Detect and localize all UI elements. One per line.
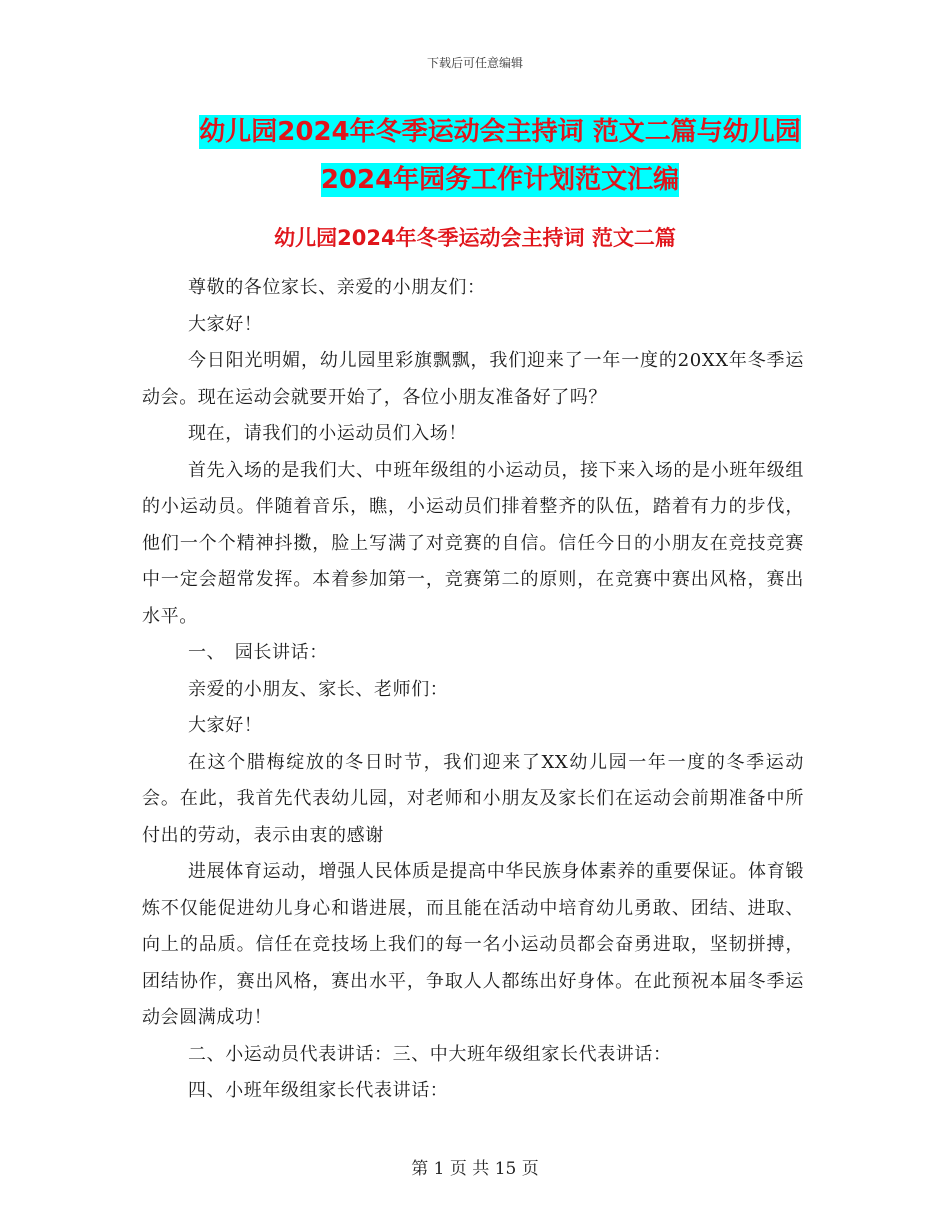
title-line-2: 2024年园务工作计划范文汇编 — [320, 165, 680, 195]
paragraph: 大家好！ — [188, 715, 263, 736]
header-note: 下载后可任意编辑 — [426, 56, 523, 70]
paragraph: 首先入场的是我们大、中班年级组的小运动员，接下来入场的是小班年级组的小运动员。伴随着音乐，瞧，小运动员们排着整齐的队伍，踏着有力的步伐，他们一个个精神抖擞，脸上写满了对竞赛的自信。信任今日的小朋友在竞技竞赛中一定会超常发挥。本着参加第一，竞赛第二的原则，在竞赛中赛出风格，赛出水平。 — [142, 459, 804, 627]
document-title — [190, 108, 810, 204]
paragraph: 现在，请我们的小运动员们入场！ — [188, 423, 467, 444]
paragraph: 亲爱的小朋友、家长、老师们： — [188, 678, 449, 700]
paragraph: 尊敬的各位家长、亲爱的小朋友们： — [188, 277, 486, 298]
paragraph: 大家好！ — [188, 313, 263, 335]
paragraph: 一、 园长讲话： — [188, 642, 328, 663]
section-title: 幼儿园2024年冬季运动会主持词 范文二篇 — [274, 226, 676, 250]
body-text — [142, 270, 804, 1110]
paragraph: 四、小班年级组家长代表讲话： — [188, 1080, 449, 1101]
title-line-1: 幼儿园2024年冬季运动会主持词 范文二篇与幼儿园 — [199, 117, 801, 147]
paragraph: 二、小运动员代表讲话：三、中大班年级组家长代表讲话： — [188, 1043, 672, 1065]
page-footer: 第 1 页 共 15 页 — [411, 1159, 539, 1179]
paragraph: 在这个腊梅绽放的冬日时节，我们迎来了XX幼儿园一年一度的冬季运动会。在此，我首先代表幼儿园，对老师和小朋友及家长们在运动会前期准备中所付出的劳动，表示由衷的感谢 — [142, 751, 804, 846]
paragraph: 今日阳光明媚，幼儿园里彩旗飘飘，我们迎来了一年一度的20XX年冬季运动会。现在运动会就要开始了，各位小朋友准备好了吗？ — [142, 350, 804, 408]
paragraph: 进展体育运动，增强人民体质是提高中华民族身体素养的重要保证。体育锻炼不仅能促进幼儿身心和谐进展，而且能在活动中培育幼儿勇敢、团结、进取、向上的品质。信任在竞技场上我们的每一名小运动员都会奋勇进取，坚韧拼搏，团结协作，赛出风格，赛出水平，争取人人都练出好身体。在此预祝本届冬季运动会圆满成功！ — [142, 861, 804, 1028]
